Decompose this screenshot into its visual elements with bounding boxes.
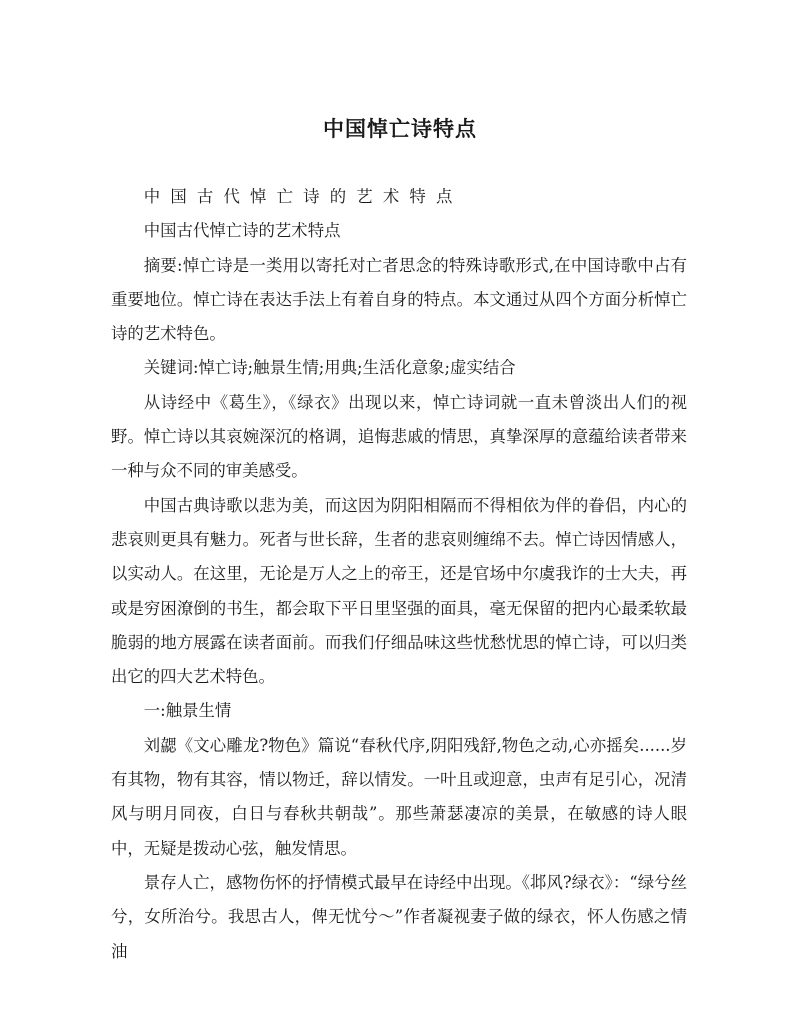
- paragraph-subtitle: 中国古代悼亡诗的艺术特点: [143, 221, 341, 241]
- paragraph-intro: 从诗经中《葛生》，《绿衣》出现以来，悼亡诗词就一直未曾淡出人们的视野。悼亡诗以其哀婉深沉的格调，追悔悲戚的情思，真挚深厚的意蕴给读者带来一种与众不同的审美感受。: [111, 392, 687, 481]
- paragraph-abstract: 摘要:悼亡诗是一类用以寄托对亡者思念的特殊诗歌形式,在中国诗歌中占有重要地位。悼亡诗在表达手法上有着自身的特点。本文通过从四个方面分析悼亡诗的艺术特色。: [111, 255, 687, 344]
- paragraph-liu-xie: 刘勰《文心雕龙?物色》篇说“春秋代序,阴阳残舒,物色之动,心亦摇矣......岁有其物，物有其容，情以物迁，辞以情发。一叶且或迎意，虫声有足引心，况清风与明月同夜，白日与春秋共朝哉”。那些萧瑟凄凉的美景，在敏感的诗人眼中，无疑是拨动心弦，触发情思。: [111, 735, 687, 858]
- section-heading: 一:触景生情: [143, 701, 232, 721]
- paragraph-subtitle-spaced: 中国古代悼亡诗的艺术特点: [143, 187, 463, 206]
- document-title: 中国悼亡诗特点: [323, 116, 477, 141]
- paragraph-green-robe: 景存人亡，感物伤怀的抒情模式最早在诗经中出现。《邶风?绿衣》：“绿兮丝兮，女所治兮。我思古人，俾无忧兮～”作者凝视妻子做的绿衣，怀人伤感之情油: [111, 872, 687, 961]
- document-body: [111, 180, 687, 969]
- paragraph-aesthetics: 中国古典诗歌以悲为美，而这因为阴阳相隔而不得相依为伴的眷侣，内心的悲哀则更具有魅力。死者与世长辞，生者的悲哀则缠绵不去。悼亡诗因情感人，以实动人。在这里，无论是万人之上的帝王，还是官场中尔虞我诈的士大夫，再或是穷困潦倒的书生，都会取下平日里坚强的面具，毫无保留的把内心最柔软最脆弱的地方展露在读者面前。而我们仔细品味这些忧愁忧思的悼亡诗，可以归类出它的四大艺术特色。: [111, 495, 687, 687]
- paragraph-keywords: 关键词:悼亡诗;触景生情;用典;生活化意象;虚实结合: [143, 358, 516, 378]
